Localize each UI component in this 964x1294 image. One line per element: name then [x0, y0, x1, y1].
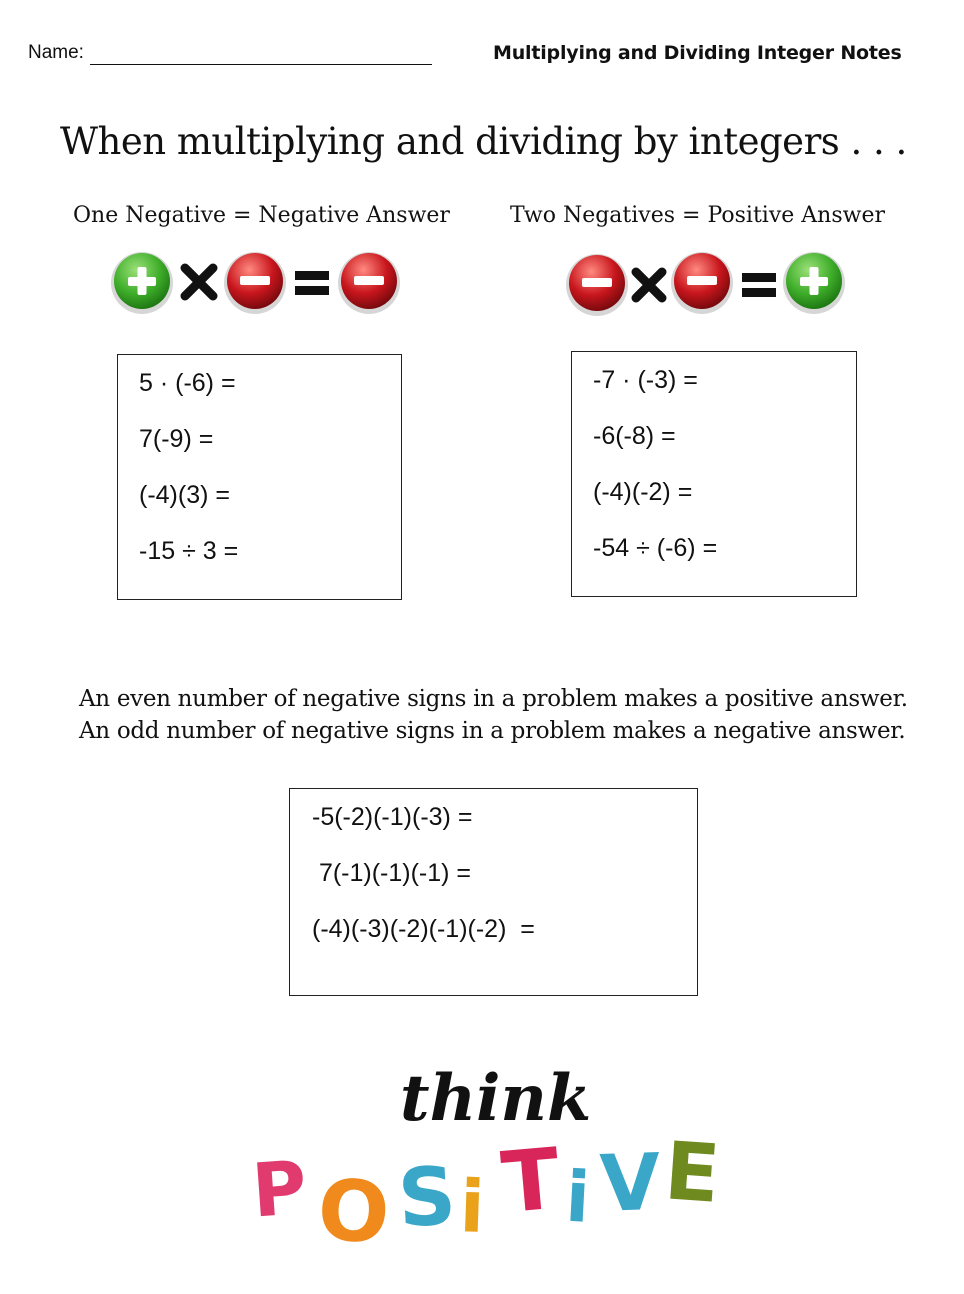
- minus-circle-icon: [566, 254, 628, 316]
- problem: -6(-8) =: [593, 422, 676, 450]
- even-negatives-statement: An even number of negative signs in a problem makes a positive answer.: [79, 686, 908, 712]
- times-icon: [185, 268, 213, 296]
- main-heading: When multiplying and dividing by integers . . .: [60, 120, 907, 163]
- problem: -5(-2)(-1)(-3) =: [312, 803, 473, 831]
- problem-box-two-negatives: [571, 351, 857, 597]
- name-label: Name:: [28, 42, 84, 63]
- problem-box-multiple-negatives: [289, 788, 698, 996]
- logo-letter: i: [563, 1155, 592, 1239]
- problem: 7(-9) =: [139, 425, 214, 453]
- problem: -15 ÷ 3 =: [139, 537, 239, 565]
- rule-one-negative: One Negative = Negative Answer: [73, 203, 450, 228]
- logo-letter: S: [395, 1149, 459, 1246]
- equals-icon: [295, 271, 329, 295]
- problem: 7(-1)(-1)(-1) =: [312, 859, 472, 887]
- logo-letter: O: [315, 1160, 392, 1263]
- equals-icon: [742, 273, 776, 297]
- logo-letter: P: [249, 1145, 310, 1235]
- sign-equation-left: [105, 248, 405, 318]
- name-line[interactable]: [90, 64, 432, 65]
- problem: 5 · (-6) =: [139, 369, 236, 397]
- odd-negatives-statement: An odd number of negative signs in a problem makes a negative answer.: [79, 718, 906, 744]
- problem: (-4)(3) =: [139, 481, 230, 509]
- plus-circle-icon: [783, 252, 845, 314]
- plus-circle-icon: [111, 252, 173, 314]
- page-header-title: Multiplying and Dividing Integer Notes: [493, 42, 902, 64]
- logo-letter: V: [598, 1137, 663, 1230]
- problem: -7 · (-3) =: [593, 366, 698, 394]
- logo-letter: T: [497, 1129, 564, 1232]
- minus-circle-icon: [224, 252, 286, 314]
- problem: (-4)(-2) =: [593, 478, 693, 506]
- times-icon: [636, 272, 662, 298]
- sign-equation-right: [562, 248, 847, 318]
- minus-circle-icon: [671, 252, 733, 314]
- problem: (-4)(-3)(-2)(-1)(-2) =: [312, 915, 535, 943]
- minus-circle-icon: [338, 252, 400, 314]
- problem-box-one-negative: [117, 354, 402, 600]
- rule-two-negatives: Two Negatives = Positive Answer: [510, 203, 885, 228]
- problem: -54 ÷ (-6) =: [593, 534, 718, 562]
- logo-positive-word: [249, 1124, 722, 1262]
- logo-letter: i: [458, 1164, 486, 1249]
- think-positive-logo: [240, 1040, 740, 1265]
- logo-letter: E: [661, 1124, 723, 1221]
- logo-think-text: think: [400, 1061, 592, 1136]
